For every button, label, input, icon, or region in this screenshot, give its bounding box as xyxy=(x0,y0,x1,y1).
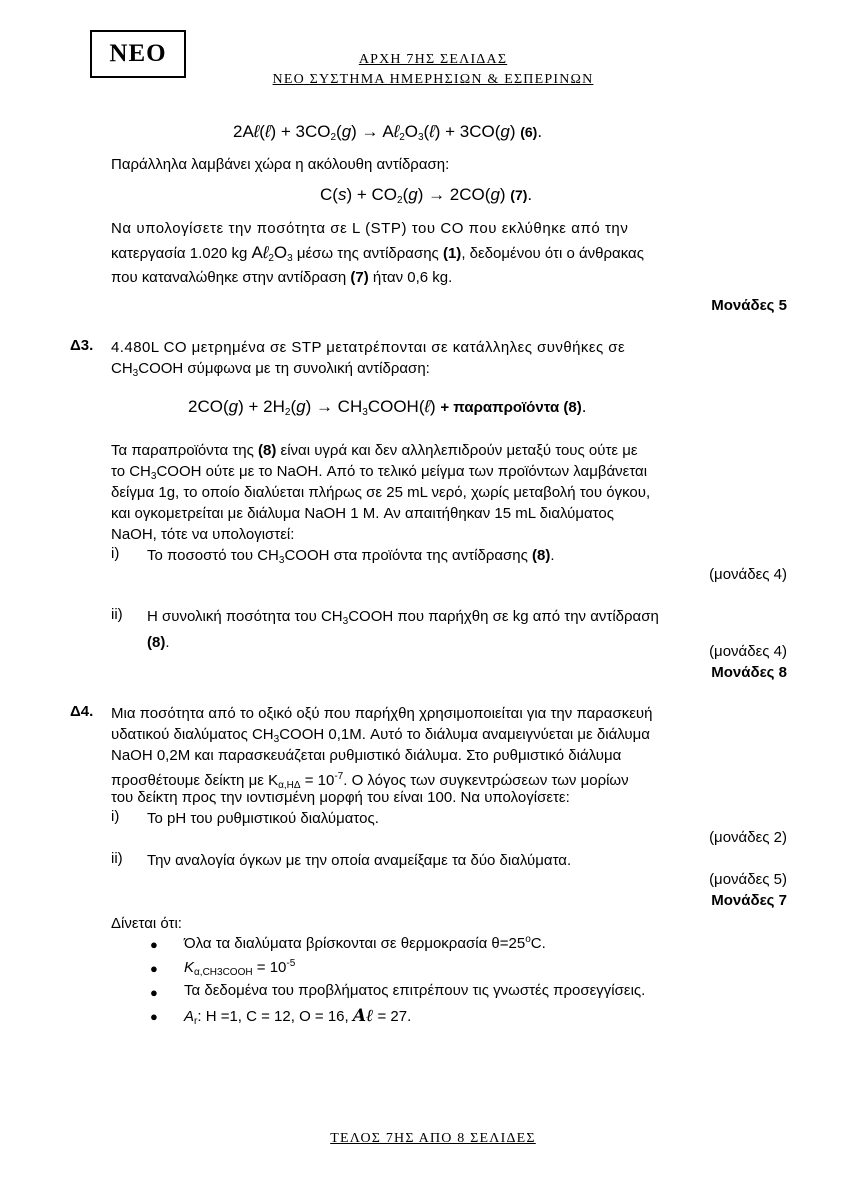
d3-intro-line1: 4.480L CO μετρημένα σε STP μετατρέπονται σε κατάλληλες συνθήκες σε xyxy=(111,339,626,356)
bullet-icon: ● xyxy=(150,985,158,1000)
d4-item-ii-text: Την αναλογία όγκων με την οποία αναμείξαμε τα δύο διαλύματα. xyxy=(147,852,572,869)
d3-item-i-label: i) xyxy=(111,545,120,562)
d3-item-ii-label: ii) xyxy=(111,606,123,623)
given-bullet-4: $A_r$: H =1, C = 12, O = 16, Aℓ = 27. xyxy=(184,1006,412,1027)
d3-label: Δ3. xyxy=(70,337,94,354)
d3-body-line4: και ογκομετρείται με διάλυμα NaOH 1 M. Αν απαιτήθηκαν 15 mL διαλύματος xyxy=(111,505,614,522)
d3-body-line1: Τα παραπροϊόντα της (8) είναι υγρά και δεν αλληλεπιδρούν μεταξύ τους ούτε με xyxy=(111,442,638,459)
given-intro: Δίνεται ότι: xyxy=(111,915,182,932)
d4-line5: του δείκτη προς την ιοντισμένη μορφή του είναι 100. Να υπολογίσετε: xyxy=(111,789,570,806)
equation-7-tag: (7) xyxy=(510,187,528,203)
d3-body-line3: δείγμα 1g, το οποίο διαλύεται πλήρως σε 25 mL νερό, χωρίς μεταβολή του όγκου, xyxy=(111,484,651,501)
d3-item-i-text: Το ποσοστό του $CH_3COOH$ στα προϊόντα της αντίδρασης (8). xyxy=(147,547,555,566)
equation-8: $2CO(g) + 2H_2(g)$ → $CH_3COOH(\ell) + \pi\alpha\rho\alpha\pi\rho oϊό\nu\tau\alpha$ (8). xyxy=(188,397,587,418)
d2-marks: Μονάδες 5 xyxy=(711,297,787,314)
d3-body-line2: το $CH_3COOH$ ούτε με το NaOH. Από το τελικό μείγμα των προϊόντων λαμβάνεται xyxy=(111,463,648,482)
equation-8-byproducts: + παραπροϊόντα (8) xyxy=(440,399,582,416)
d3-item-ii-text: Η συνολική ποσότητα του $CH_3COOH$ που παρήχθη σε kg από την αντίδραση (8). xyxy=(147,608,659,651)
given-bullet-1: Όλα τα διαλύματα βρίσκονται σε θερμοκρασία $\theta=25^oC$. xyxy=(184,934,546,952)
d3-intro-line2: $CH_3COOH$ σύμφωνα με τη συνολική αντίδραση: xyxy=(111,360,430,379)
page-header-line2: ΝΕΟ ΣΥΣΤΗΜΑ ΗΜΕΡΗΣΙΩΝ & ΕΣΠΕΡΙΝΩΝ xyxy=(272,72,594,87)
page-header-line1: ΑΡΧΗ 7ΗΣ ΣΕΛΙΔΑΣ xyxy=(358,52,508,67)
d4-marks: Μονάδες 7 xyxy=(711,892,787,909)
d3-item-ii-marks: (μονάδες 4) xyxy=(709,643,787,660)
d4-line3: NaOH 0,2M και παρασκευάζεται ρυθμιστικό διάλυμα. Στο ρυθμιστικό διάλυμα xyxy=(111,747,622,764)
d4-item-i-label: i) xyxy=(111,808,120,825)
given-bullet-3: Τα δεδομένα του προβλήματος επιτρέπουν τις γνωστές προσεγγίσεις. xyxy=(184,982,646,999)
bullet-icon: ● xyxy=(150,961,158,976)
d2-task-line1: Να υπολογίσετε την ποσότητα σε L (STP) του CO που εκλύθηκε από την xyxy=(111,220,629,237)
d4-line1: Μια ποσότητα από το οξικό οξύ που παρήχθη χρησιμοποιείται για την παρασκευή xyxy=(111,705,653,722)
d4-item-i-marks: (μονάδες 2) xyxy=(709,829,787,846)
page-footer: ΤΕΛΟΣ 7ΗΣ ΑΠΟ 8 ΣΕΛΙΔΕΣ xyxy=(330,1131,536,1146)
d4-item-ii-label: ii) xyxy=(111,850,123,867)
parallel-reaction-text: Παράλληλα λαμβάνει χώρα η ακόλουθη αντίδραση: xyxy=(111,156,450,173)
d3-body-line5: NaOH, τότε να υπολογιστεί: xyxy=(111,526,295,543)
d3-marks: Μονάδες 8 xyxy=(711,664,787,681)
d3-item-i-marks: (μονάδες 4) xyxy=(709,566,787,583)
d2-task-line3: που καταναλώθηκε στην αντίδραση (7) ήταν 0,6 kg. xyxy=(111,269,453,286)
al2o3-formula: $A\ell_2O_3$ xyxy=(251,243,293,264)
d4-line4: προσθέτουμε δείκτη με $K_{\alpha,H\Delta} = 10^{-7}$. Ο λόγος των συγκεντρώσεων των μορίων xyxy=(111,771,629,791)
equation-7: $C(s) + CO_2(g) \to 2CO(g)$ (7). xyxy=(320,185,533,206)
bullet-icon: ● xyxy=(150,1009,158,1024)
d4-item-i-text: Το pH του ρυθμιστικού διαλύματος. xyxy=(147,810,379,827)
d4-line2: υδατικού διαλύματος $CH_3COOH$ 0,1M. Αυτό το διάλυμα αναμειγνύεται με διάλυμα xyxy=(111,726,650,745)
given-bullet-2: $K_{\alpha,CH3COOH} = 10^{-5}$ xyxy=(184,958,296,978)
bullet-icon: ● xyxy=(150,937,158,952)
equation-6-tag: (6) xyxy=(520,124,538,140)
d4-item-ii-marks: (μονάδες 5) xyxy=(709,871,787,888)
d2-task-line2: κατεργασία 1.020 kg $A\ell_2O_3$ μέσω της αντίδρασης (1), δεδομένου ότι ο άνθρακας xyxy=(111,243,644,264)
neo-badge: ΝΕΟ xyxy=(90,30,186,78)
d4-label: Δ4. xyxy=(70,703,94,720)
equation-6: 2Aℓ(ℓ) + $3CO_2(g)$ → $A\ell_2O_3(\ell) + 3CO(g)$ (6). xyxy=(233,122,543,143)
